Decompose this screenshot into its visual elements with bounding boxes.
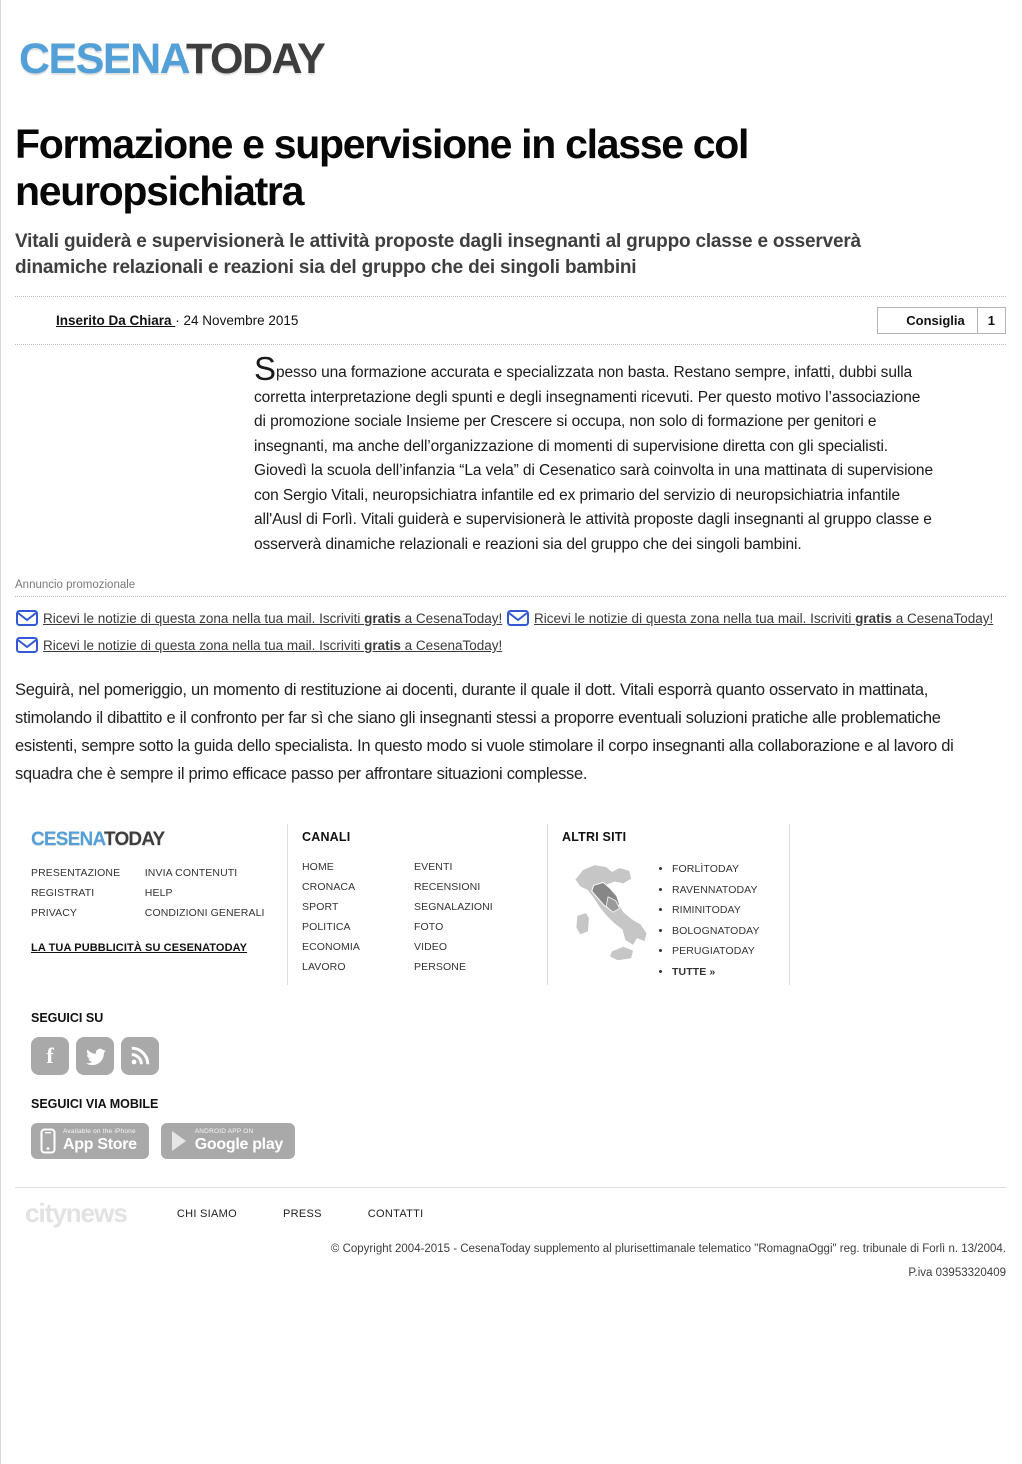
mail-icon: [507, 608, 529, 624]
site-logo[interactable]: [19, 35, 325, 83]
page-title: Formazione e supervisione in classe col neuropsichiatra: [15, 121, 749, 214]
canali-link-foto[interactable]: FOTO: [414, 921, 444, 933]
site-logo-today: TODAY: [186, 35, 325, 83]
bottom-link-chi-siamo[interactable]: CHI SIAMO: [176, 1207, 237, 1220]
canali-link-sport[interactable]: SPORT: [302, 901, 339, 913]
canali-link-persone[interactable]: PERSONE: [414, 961, 467, 973]
publish-date: · 24 Novembre 2015: [175, 313, 299, 328]
site-link-ravennatoday[interactable]: • RAVENNATODAY: [672, 883, 760, 898]
advertising-link[interactable]: LA TUA PUBBLICITÀ SU CESENATODAY: [31, 942, 248, 954]
newsletter-link[interactable]: [534, 611, 993, 626]
footer-links: [31, 866, 287, 926]
byline: [56, 313, 298, 328]
page: [1, 0, 1022, 1279]
google-play-badge[interactable]: [161, 1123, 295, 1159]
site-link-forlitoday[interactable]: • FORLÌTODAY: [672, 862, 760, 877]
divider: [15, 1187, 1006, 1188]
divider: [15, 344, 1006, 345]
appstore-label: App Store: [63, 1136, 137, 1154]
footer-brand-column: [15, 824, 287, 985]
bottom-bar: [15, 1198, 1006, 1229]
newsletter-link[interactable]: [43, 611, 502, 626]
newsletter-link[interactable]: [43, 638, 502, 653]
site-logo-cesena: CESENA: [19, 35, 187, 83]
footer-link-condizioni-generali[interactable]: CONDIZIONI GENERALI: [144, 907, 265, 919]
iphone-icon: [40, 1128, 56, 1154]
rss-icon[interactable]: [121, 1037, 159, 1075]
app-store-badge[interactable]: [31, 1123, 149, 1159]
gplay-label: Google play: [194, 1136, 284, 1154]
footer-logo-cesena: CESENA: [31, 829, 104, 850]
masthead: [15, 0, 1006, 81]
canali-link-eventi[interactable]: EVENTI: [414, 861, 453, 873]
bottom-link-press[interactable]: PRESS: [282, 1207, 322, 1220]
canali-link-economia[interactable]: ECONOMIA: [302, 941, 360, 953]
social-section: [15, 1011, 1006, 1075]
site-link-perugiatoday[interactable]: • PERUGIATODAY: [672, 944, 760, 959]
footer-link-registrati[interactable]: REGISTRATI: [31, 887, 95, 899]
footer-logo[interactable]: [31, 830, 164, 849]
footer-logo-today: TODAY: [103, 829, 165, 850]
newsletter-text: Ricevi le notizie di questa zona nella tua mail. Iscriviti: [534, 611, 856, 626]
article-paragraph-2: Seguirà, nel pomeriggio, un momento di restituzione ai docenti, durante il quale il dott. Vitali esporrà quanto osservato in mattinata, stimolando il dibattito e il confronto per far sì che siano gli insegnanti stessi a proporre eventuali soluzioni pratiche alle problematiche esistenti, sempre sotto la guida dello specialista. In questo modo si vuole stimolare il corpo insegnanti alla collaborazione e al lavoro di squadra che è sempre il primo efficace passo per affrontare situazioni complesse.: [15, 681, 954, 783]
footer-link-presentazione[interactable]: PRESENTAZIONE: [31, 867, 121, 879]
appstore-tagline: Available on the iPhone: [63, 1127, 136, 1135]
drop-cap: S: [254, 350, 277, 387]
recommend-count: 1: [977, 308, 1005, 333]
footer: [15, 824, 1006, 985]
canali-link-home[interactable]: HOME: [302, 861, 334, 873]
newsletter-text: Ricevi le notizie di questa zona nella tua mail. Iscriviti: [43, 638, 365, 653]
newsletter-bold: gratis: [364, 638, 401, 653]
canali-link-video[interactable]: VIDEO: [414, 941, 448, 953]
newsletter-strip: [15, 605, 1006, 659]
recommend-label[interactable]: Consiglia: [906, 313, 965, 328]
newsletter-tail: a CesenaToday!: [891, 611, 994, 626]
seguici-su-heading: SEGUICI SU: [31, 1011, 104, 1025]
italy-map-icon: [562, 858, 658, 976]
article-subtitle: Vitali guiderà e supervisionerà le attività proposte dagli insegnanti al gruppo classe e osserverà dinamiche relazionali e reazioni sia del gruppo che dei singoli bambini: [15, 231, 861, 278]
paragraph-text: pesso una formazione accurata e specializzata non basta. Restano sempre, infatti, dubbi sulla corretta interpretazione degli spunti e degli insegnamenti ricevuti. Per questo motivo l’associazione di promozione sociale Insieme per Crescere si occupa, non solo di formazione per genitori e insegnanti, ma anche dell’organizzazione di momenti di supervisione diretta con gli specialisti. Giovedì la scuola dell’infanzia “La vela” di Cesenatico sarà coinvolta in una mattinata di supervisione con Sergio Vitali, neuropsichiatra infantile ed ex primario del servizio di neuropsichiatria infantile all'Ausl di Forlì. Vitali guiderà e supervisionerà le attività proposte dagli insegnanti al gruppo classe e osserverà dinamiche relazionali e reazioni sia del gruppo che dei singoli bambini.: [254, 364, 933, 553]
copyright-line: © Copyright 2004-2015 - CesenaToday supplemento al plurisettimanale telematico "RomagnaOggi" reg. tribunale di Forlì n. 13/2004.: [330, 1243, 1006, 1255]
facebook-recommend-button[interactable]: [877, 307, 1006, 334]
site-link-tutte[interactable]: • TUTTE »: [672, 965, 760, 980]
mobile-section: [15, 1097, 1006, 1159]
copyright: [15, 1243, 1006, 1279]
bottom-link-contatti[interactable]: CONTATTI: [367, 1207, 424, 1220]
citynews-logo[interactable]: citynews: [25, 1198, 127, 1228]
promo-label: Annuncio promozionale: [15, 579, 136, 591]
footer-empty-column: [789, 824, 1006, 985]
byline-row: [15, 297, 1006, 344]
canali-link-segnalazioni[interactable]: SEGNALAZIONI: [414, 901, 493, 913]
article-paragraph-1: [254, 350, 936, 557]
altri-siti-links: [672, 858, 760, 985]
gplay-tagline: ANDROID APP ON: [194, 1127, 254, 1135]
piva-line: P.iva 03953320409: [908, 1267, 1006, 1279]
canali-link-recensioni[interactable]: RECENSIONI: [414, 881, 481, 893]
newsletter-bold: gratis: [364, 611, 401, 626]
footer-altri-siti-column: [547, 824, 789, 985]
mail-icon: [16, 635, 38, 651]
site-link-bolognatoday[interactable]: • BOLOGNATODAY: [672, 924, 760, 939]
play-triangle-icon: [170, 1130, 188, 1152]
divider: [15, 596, 1006, 597]
newsletter-text: Ricevi le notizie di questa zona nella tua mail. Iscriviti: [43, 611, 365, 626]
newsletter-tail: a CesenaToday!: [400, 611, 503, 626]
newsletter-bold: gratis: [855, 611, 892, 626]
facebook-icon[interactable]: f: [31, 1037, 69, 1075]
seguici-mobile-heading: SEGUICI VIA MOBILE: [31, 1097, 159, 1111]
canali-link-politica[interactable]: POLITICA: [302, 921, 351, 933]
footer-link-help[interactable]: HELP: [144, 887, 173, 899]
canali-heading: CANALI: [302, 830, 351, 844]
article-body: [254, 350, 936, 557]
footer-link-invia-contenuti[interactable]: INVIA CONTENUTI: [144, 867, 238, 879]
footer-canali-column: [287, 824, 547, 985]
twitter-icon[interactable]: [76, 1037, 114, 1075]
canali-link-lavoro[interactable]: LAVORO: [302, 961, 346, 973]
altri-siti-heading: ALTRI SITI: [562, 830, 627, 844]
site-link-riminitoday[interactable]: • RIMINITODAY: [672, 903, 760, 918]
mail-icon: [16, 608, 38, 624]
newsletter-tail: a CesenaToday!: [400, 638, 503, 653]
footer-link-privacy[interactable]: PRIVACY: [31, 907, 78, 919]
canali-link-cronaca[interactable]: CRONACA: [302, 881, 356, 893]
author-link[interactable]: Inserito Da Chiara: [56, 313, 176, 328]
